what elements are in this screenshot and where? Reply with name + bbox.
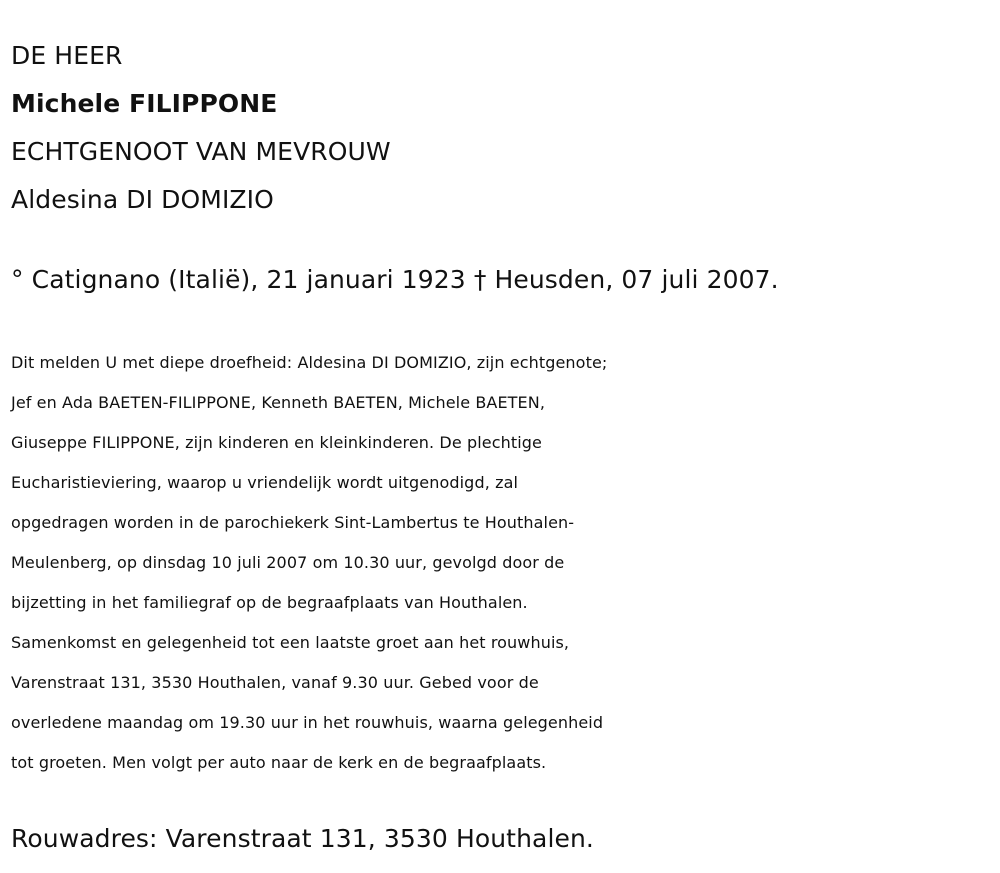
paragraph-line: Meulenberg, op dinsdag 10 juli 2007 om 10.30 uur, gevolgd door de — [11, 553, 565, 572]
paragraph-line: Eucharistieviering, waarop u vriendelijk wordt uitgenodigd, zal — [11, 473, 519, 492]
deceased-name: Michele FILIPPONE — [11, 89, 278, 118]
paragraph-line: opgedragen worden in de parochiekerk Sint-Lambertus te Houthalen- — [11, 513, 575, 532]
paragraph-line: Giuseppe FILIPPONE, zijn kinderen en kleinkinderen. De plechtige — [11, 433, 542, 452]
birth-death-dates: ° Catignano (Italië), 21 januari 1923 † Heusden, 07 juli 2007. — [11, 265, 779, 294]
paragraph-line: Varenstraat 131, 3530 Houthalen, vanaf 9.30 uur. Gebed voor de — [11, 673, 539, 692]
announcement-paragraph — [11, 343, 996, 783]
paragraph-line: Samenkomst en gelegenheid tot een laatste groet aan het rouwhuis, — [11, 633, 570, 652]
paragraph-line: overledene maandag om 19.30 uur in het rouwhuis, waarna gelegenheid — [11, 713, 604, 732]
paragraph-line: bijzetting in het familiegraf op de begraafplaats van Houthalen. — [11, 593, 528, 612]
salutation: DE HEER — [11, 41, 123, 70]
paragraph-line: Jef en Ada BAETEN-FILIPPONE, Kenneth BAETEN, Michele BAETEN, — [11, 393, 546, 412]
spouse-name: Aldesina DI DOMIZIO — [11, 185, 274, 214]
paragraph-line: Dit melden U met diepe droefheid: Aldesina DI DOMIZIO, zijn echtgenote; — [11, 353, 608, 372]
mourning-address: Rouwadres: Varenstraat 131, 3530 Houthalen. — [11, 824, 594, 853]
relation-label: ECHTGENOOT VAN MEVROUW — [11, 137, 391, 166]
paragraph-line: tot groeten. Men volgt per auto naar de kerk en de begraafplaats. — [11, 753, 547, 772]
